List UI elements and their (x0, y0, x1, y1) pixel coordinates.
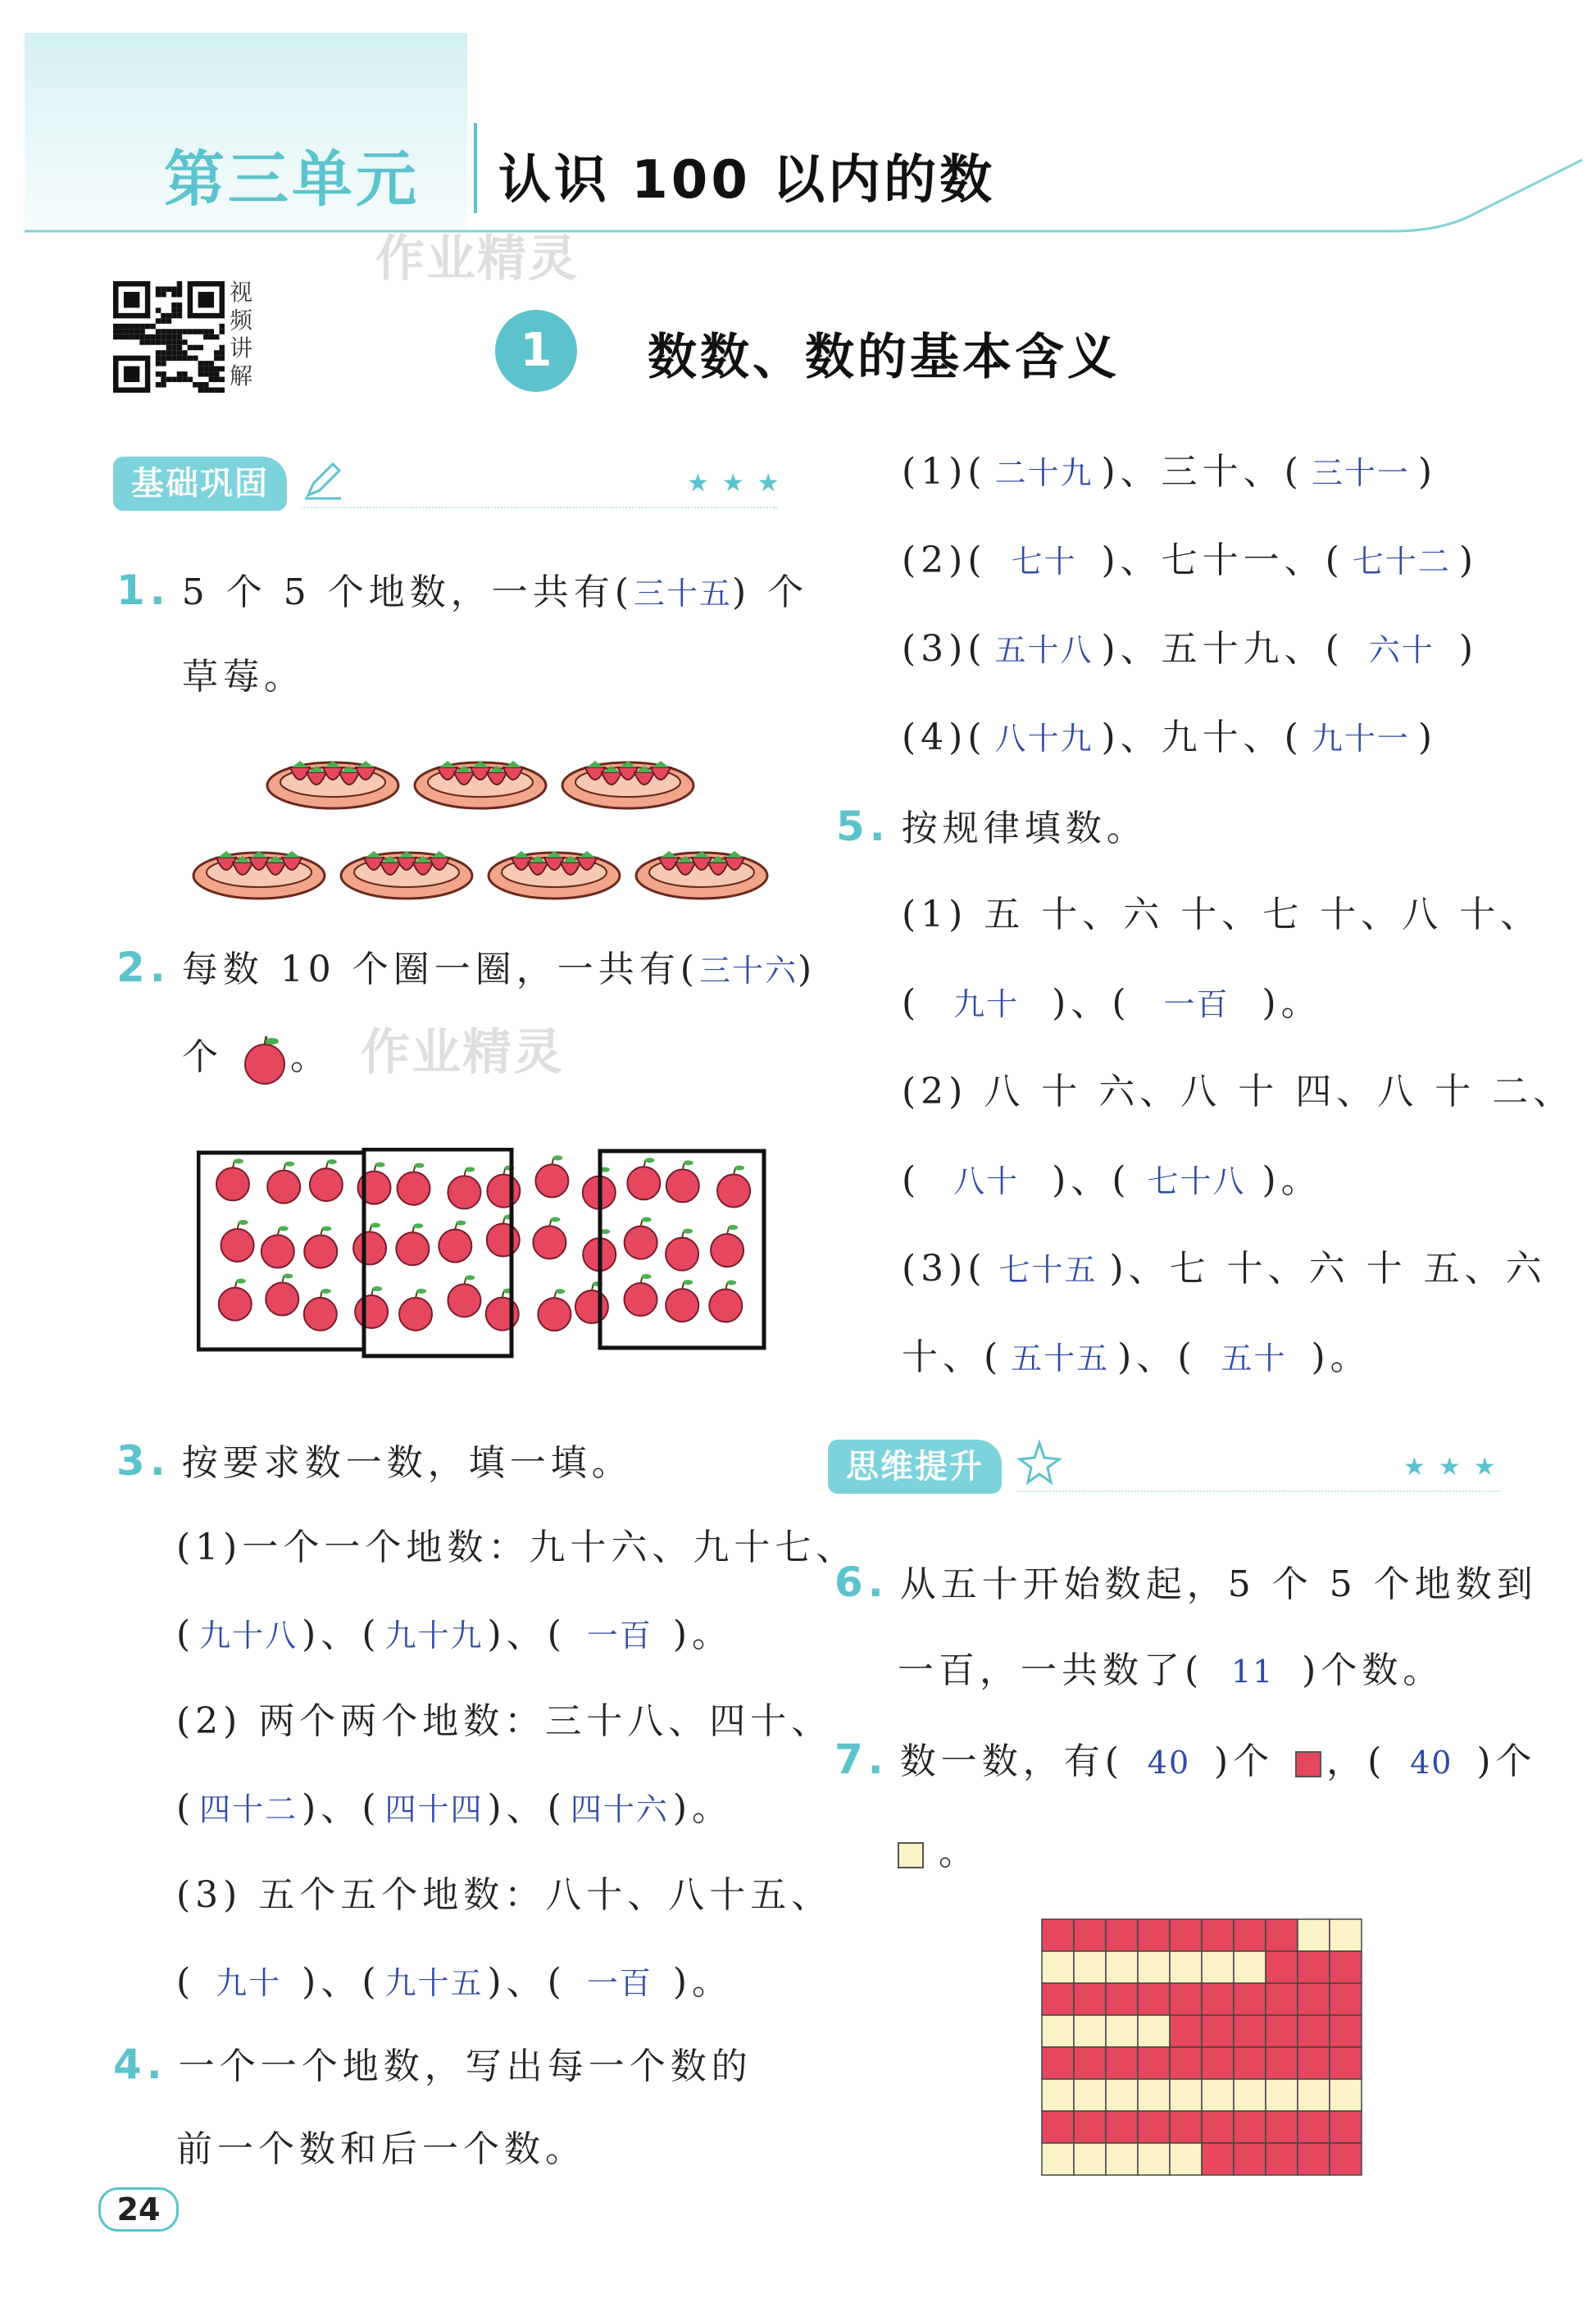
grid-cell (1170, 2015, 1202, 2047)
apple (221, 1220, 254, 1262)
apple (304, 1289, 337, 1331)
grid-cell (1042, 2047, 1074, 2079)
grid-cell (1298, 2143, 1330, 2175)
grid-cell (1266, 1983, 1298, 2015)
grid-cell (1266, 2111, 1298, 2143)
apple-icon (239, 1035, 290, 1085)
q2-text-line2: 个 (182, 1036, 223, 1078)
grid-cell (1234, 2015, 1266, 2047)
grid-cell (1202, 2079, 1234, 2111)
grid-cell (1106, 1919, 1138, 1951)
q4-item-2-before[interactable]: 七十 (1011, 544, 1077, 580)
grid-cell (1074, 1919, 1106, 1951)
q6-text-b: )个数。 (1302, 1650, 1444, 1691)
q3-number: 3. (116, 1437, 171, 1485)
q4-item-1: (1)( 二十九 )、三十、( 三十一 ) (902, 448, 1437, 498)
q5-number: 5. (836, 803, 890, 850)
section-number-badge: 1 (495, 310, 577, 392)
sparkle-icon (1016, 1440, 1062, 1486)
q3-p3-answer-1[interactable]: 九十 (216, 1965, 282, 2001)
q5-p3-line2: 十、( 五十五 )、( 五十 )。 (902, 1333, 1371, 1383)
q2-text-a: 每数 10 个圈一圈，一共有( (181, 949, 699, 990)
grid-cell (1298, 2015, 1330, 2047)
q7-answer-white[interactable]: 40 (1410, 1745, 1453, 1781)
grid-cell (1298, 1919, 1330, 1951)
q4-item-4-middle: 九十 (1161, 717, 1244, 758)
grid-cell (1330, 1951, 1362, 1983)
q3-p3-answer-2[interactable]: 九十五 (384, 1965, 484, 2001)
q4-item-1-label: (1) (902, 451, 968, 493)
advanced-stars: ★★★ (1403, 1453, 1509, 1481)
grid-cell (1234, 2143, 1266, 2175)
grid-cell (1042, 2015, 1074, 2047)
q3-p1-answers: ( 九十八 )、( 九十九 )、( 一百 )。 (176, 1610, 733, 1660)
q5-p2-answers: ( 八十 )、( 七十八 )。 (902, 1156, 1322, 1206)
q4-item-4: (4)( 八十九 )、九十、( 九十一 ) (902, 713, 1437, 763)
grid-cell (1042, 2111, 1074, 2143)
apple (310, 1159, 343, 1201)
apple (486, 1289, 519, 1331)
apple (219, 1279, 252, 1321)
grid-cell (1042, 1951, 1074, 1983)
q3-title (116, 1436, 633, 1488)
apple (487, 1214, 520, 1256)
grid-cell (1074, 1983, 1106, 2015)
q5-p3-answer-1[interactable]: 七十五 (998, 1252, 1098, 1288)
q4-item-2: (2)( 七十 )、七十一、( 七十二 ) (902, 536, 1478, 586)
cream-square-icon (898, 1842, 924, 1868)
apple (261, 1226, 294, 1267)
q1-line1 (116, 566, 808, 618)
q7-answer-red[interactable]: 40 (1147, 1745, 1191, 1781)
square-grid-figure (1041, 1918, 1362, 2176)
grid-cell (1138, 2111, 1170, 2143)
grid-cell (1138, 2143, 1170, 2175)
q6-number: 6. (834, 1559, 889, 1606)
grid-cell (1234, 1919, 1266, 1951)
apple (487, 1166, 520, 1208)
grid-cell (1138, 2047, 1170, 2079)
grid-cell (1298, 2079, 1330, 2111)
apple (448, 1167, 480, 1208)
grid-cell (1330, 1983, 1362, 2015)
q1-number: 1. (116, 567, 171, 614)
grid-cell (1330, 2111, 1362, 2143)
grid-cell (1330, 2143, 1362, 2175)
apple (448, 1275, 480, 1317)
apple (267, 1162, 300, 1204)
grid-cell (1042, 2143, 1074, 2175)
grid-cell (1234, 1983, 1266, 2015)
q2-line1 (116, 943, 816, 995)
q5-p3-line2-start: 十、 (902, 1336, 984, 1378)
q3-p3: (3) 五个五个地数：八十、八十五、 (176, 1874, 833, 1916)
apple (266, 1274, 298, 1316)
unit-title: 第三单元 (164, 144, 420, 215)
grid-cell (1106, 2047, 1138, 2079)
q1-text-b: ) 个 (731, 571, 809, 613)
grid-cell (1298, 2047, 1330, 2079)
grid-cell (1202, 2143, 1234, 2175)
red-square-icon (1295, 1751, 1321, 1777)
watermark-2: 作业精灵 (361, 1024, 564, 1081)
grid-cell (1170, 1919, 1202, 1951)
q7-text-c: ，( (1326, 1741, 1387, 1782)
apple (666, 1280, 698, 1322)
apple (625, 1274, 657, 1316)
grid-cell (1298, 2111, 1330, 2143)
q5-p2-answer-2[interactable]: 七十八 (1147, 1163, 1246, 1199)
q4-item-3-middle: 五十九 (1161, 628, 1285, 670)
grid-cell (1202, 2015, 1234, 2047)
q3-p3-answers: ( 九十 )、( 九十五 )、( 一百 )。 (176, 1958, 733, 2008)
q5-title-text: 按规律填数。 (901, 808, 1148, 849)
grid-cell (1298, 1983, 1330, 2015)
apple (709, 1281, 742, 1322)
grid-cell (1170, 2143, 1202, 2175)
apples-grouped-figure (197, 1148, 771, 1369)
grid-cell (1074, 2111, 1106, 2143)
q3-title-text: 按要求数一数，填一填。 (181, 1442, 633, 1484)
apple (535, 1155, 568, 1197)
q7-text-a: 数一数，有( (899, 1741, 1124, 1782)
advanced-badge: 思维提升 (828, 1440, 1002, 1494)
grid-cell (1170, 1983, 1202, 2015)
q7-line1 (834, 1735, 1536, 1787)
q4-item-3-before[interactable]: 五十八 (994, 632, 1094, 668)
basic-underline (302, 507, 777, 508)
grid-cell (1266, 2079, 1298, 2111)
q5-p3-mid: 、七 十、六 十 五、六 (1128, 1248, 1547, 1290)
apple (538, 1289, 571, 1331)
header-divider (474, 123, 477, 213)
q2-line2: 个 。 (182, 1033, 331, 1085)
grid-cell (1234, 2047, 1266, 2079)
grid-cell (1074, 2015, 1106, 2047)
watermark: 作业精灵 (375, 230, 579, 288)
grid-cell (1234, 1951, 1266, 1983)
q4-item-3-label: (3) (902, 628, 968, 670)
grid-cell (1298, 1951, 1330, 1983)
grid-cell (1202, 1951, 1234, 1983)
advanced-underline (1016, 1490, 1500, 1492)
q1-line2: 草莓。 (182, 656, 305, 698)
q4-item-1-before[interactable]: 二十九 (994, 455, 1094, 491)
q3-p2-answer-1[interactable]: 四十二 (199, 1791, 298, 1827)
grid-cell (1202, 1919, 1234, 1951)
apple (717, 1165, 750, 1207)
q4-item-1-after[interactable]: 三十一 (1311, 455, 1410, 491)
q4-item-4-label: (4) (902, 717, 968, 758)
q4-item-4-before[interactable]: 八十九 (994, 721, 1094, 757)
q3-p1-answer-2[interactable]: 九十九 (384, 1618, 484, 1654)
q6-answer[interactable]: 11 (1230, 1654, 1275, 1690)
apple (396, 1223, 429, 1265)
grid-cell (1170, 2079, 1202, 2111)
q4-item-4-after[interactable]: 九十一 (1311, 721, 1410, 757)
q4-line1 (113, 2040, 753, 2091)
q5-title (836, 802, 1148, 853)
q5-p3-answer-3[interactable]: 五十 (1221, 1340, 1287, 1377)
q5-p1-answer-2[interactable]: 一百 (1163, 986, 1230, 1022)
grid-cell (1202, 1983, 1234, 2015)
apple (666, 1229, 698, 1271)
q2-number: 2. (116, 944, 171, 991)
grid-cell (1074, 2047, 1106, 2079)
q2-answer[interactable]: 三十六 (698, 953, 798, 989)
grid-cell (1266, 2047, 1298, 2079)
q7-line2 (898, 1828, 980, 1877)
grid-cell (1202, 2111, 1234, 2143)
q5-p3-answer-2[interactable]: 五十五 (1011, 1340, 1110, 1377)
grid-cell (1330, 2015, 1362, 2047)
q4-item-2-label: (2) (902, 539, 968, 581)
grid-cell (1106, 2015, 1138, 2047)
apple (355, 1286, 388, 1328)
q5-p3-label: (3) (902, 1248, 968, 1290)
q6-line1-text: 从五十开始数起，5 个 5 个地数到 (899, 1563, 1538, 1605)
q3-p3-answer-3[interactable]: 一百 (586, 1965, 652, 2001)
grid-cell (1138, 1983, 1170, 2015)
q5-p3-line1: (3)( 七十五 )、七 十、六 十 五、六 (902, 1245, 1547, 1295)
q4-line2: 前一个数和后一个数。 (176, 2128, 586, 2170)
qr-code-icon[interactable] (113, 281, 225, 393)
grid-cell (1266, 1919, 1298, 1951)
q4-item-3: (3)( 五十八 )、五十九、( 六十 ) (902, 625, 1478, 675)
q3-p2-answer-2[interactable]: 四十四 (384, 1791, 484, 1827)
strawberry-plate (489, 851, 620, 899)
q4-number: 4. (113, 2041, 167, 2088)
strawberry-plate (415, 761, 546, 808)
grid-cell (1106, 1983, 1138, 2015)
grid-cell (1170, 2047, 1202, 2079)
q4-item-3-after[interactable]: 六十 (1368, 632, 1435, 668)
q3-p2-answers: ( 四十二 )、( 四十四 )、( 四十六 )。 (176, 1784, 733, 1834)
strawberry-plate (341, 851, 472, 899)
q2-text-b: ) (797, 949, 817, 990)
grid-cell (1330, 2079, 1362, 2111)
apple (399, 1289, 432, 1331)
grid-cell (1042, 1919, 1074, 1951)
q4-line1-text: 一个一个地数，写出每一个数的 (178, 2045, 753, 2087)
apple (627, 1158, 660, 1199)
q3-p2-answer-3[interactable]: 四十六 (570, 1791, 669, 1827)
q4-item-2-after[interactable]: 七十二 (1352, 544, 1451, 580)
page-number: 24 (98, 2187, 179, 2232)
grid-cell (1330, 1919, 1362, 1951)
grid-cell (1074, 2143, 1106, 2175)
grid-cell (1234, 2111, 1266, 2143)
strawberry-plate (636, 851, 767, 899)
pencil-icon (302, 459, 344, 502)
q7-line2-end: 。 (939, 1832, 980, 1873)
apple (533, 1217, 566, 1258)
q7-number: 7. (834, 1736, 889, 1783)
q5-p1-answer-1[interactable]: 九十 (953, 986, 1020, 1022)
q3-p1: (1)一个一个地数：九十六、九十七、 (176, 1527, 857, 1568)
q5-p1: (1) 五 十、六 十、七 十、八 十、 (902, 894, 1542, 935)
topic-title: 认识 100 以内的数 (498, 150, 996, 211)
q5-p1-answers: ( 九十 )、( 一百 )。 (902, 979, 1322, 1029)
apple (304, 1226, 337, 1268)
grid-cell (1042, 2079, 1074, 2111)
apple (398, 1163, 430, 1205)
grid-cell (1042, 1983, 1074, 2015)
q4-item-1-middle: 三十 (1161, 451, 1244, 493)
strawberry-plate (267, 761, 398, 808)
grid-cell (1074, 1951, 1106, 1983)
grid-cell (1106, 2143, 1138, 2175)
strawberry-plate (562, 761, 693, 808)
basic-stars: ★★★ (687, 469, 793, 498)
q5-p2: (2) 八 十 六、八 十 四、八 十 二、 (902, 1071, 1575, 1113)
strawberry-plates-figure (185, 730, 808, 910)
apple (575, 1281, 608, 1323)
apple (666, 1160, 699, 1202)
grid-cell (1266, 2143, 1298, 2175)
qr-label: 视频讲解 (230, 279, 253, 389)
q6-line2 (898, 1646, 1444, 1696)
q1-answer[interactable]: 三十五 (633, 576, 732, 612)
q6-line1 (834, 1558, 1538, 1609)
q7-text-b: )个 (1213, 1741, 1275, 1782)
apple (216, 1158, 249, 1200)
grid-cell (1106, 2079, 1138, 2111)
q4-item-2-middle: 七十一 (1161, 539, 1285, 581)
apple (625, 1217, 657, 1259)
grid-cell (1138, 2015, 1170, 2047)
grid-cell (1234, 2079, 1266, 2111)
apple (711, 1225, 743, 1267)
grid-cell (1106, 1951, 1138, 1983)
grid-cell (1138, 1951, 1170, 1983)
grid-cell (1170, 1951, 1202, 1983)
apple (439, 1221, 471, 1263)
grid-cell (1202, 2047, 1234, 2079)
apple (353, 1222, 386, 1264)
q3-p2: (2) 两个两个地数：三十八、四十、 (176, 1700, 833, 1742)
q7-text-d: )个 (1476, 1741, 1537, 1782)
grid-cell (1266, 1951, 1298, 1983)
grid-cell (1266, 2015, 1298, 2047)
q6-text-a: 一百，一共数了( (898, 1650, 1204, 1691)
grid-cell (1170, 2111, 1202, 2143)
q3-p1-answer-3[interactable]: 一百 (586, 1618, 652, 1654)
q5-p2-answer-1[interactable]: 八十 (953, 1163, 1020, 1199)
q3-p1-answer-1[interactable]: 九十八 (199, 1618, 298, 1654)
basic-badge: 基础巩固 (113, 457, 287, 511)
strawberry-plate (193, 851, 325, 899)
grid-cell (1138, 2079, 1170, 2111)
grid-cell (1106, 2111, 1138, 2143)
section-title: 数数、数的基本含义 (648, 329, 1120, 386)
grid-cell (1138, 1919, 1170, 1951)
grid-cell (1074, 2079, 1106, 2111)
grid-cell (1330, 2047, 1362, 2079)
q1-text-a: 5 个 5 个地数，一共有( (181, 571, 634, 613)
